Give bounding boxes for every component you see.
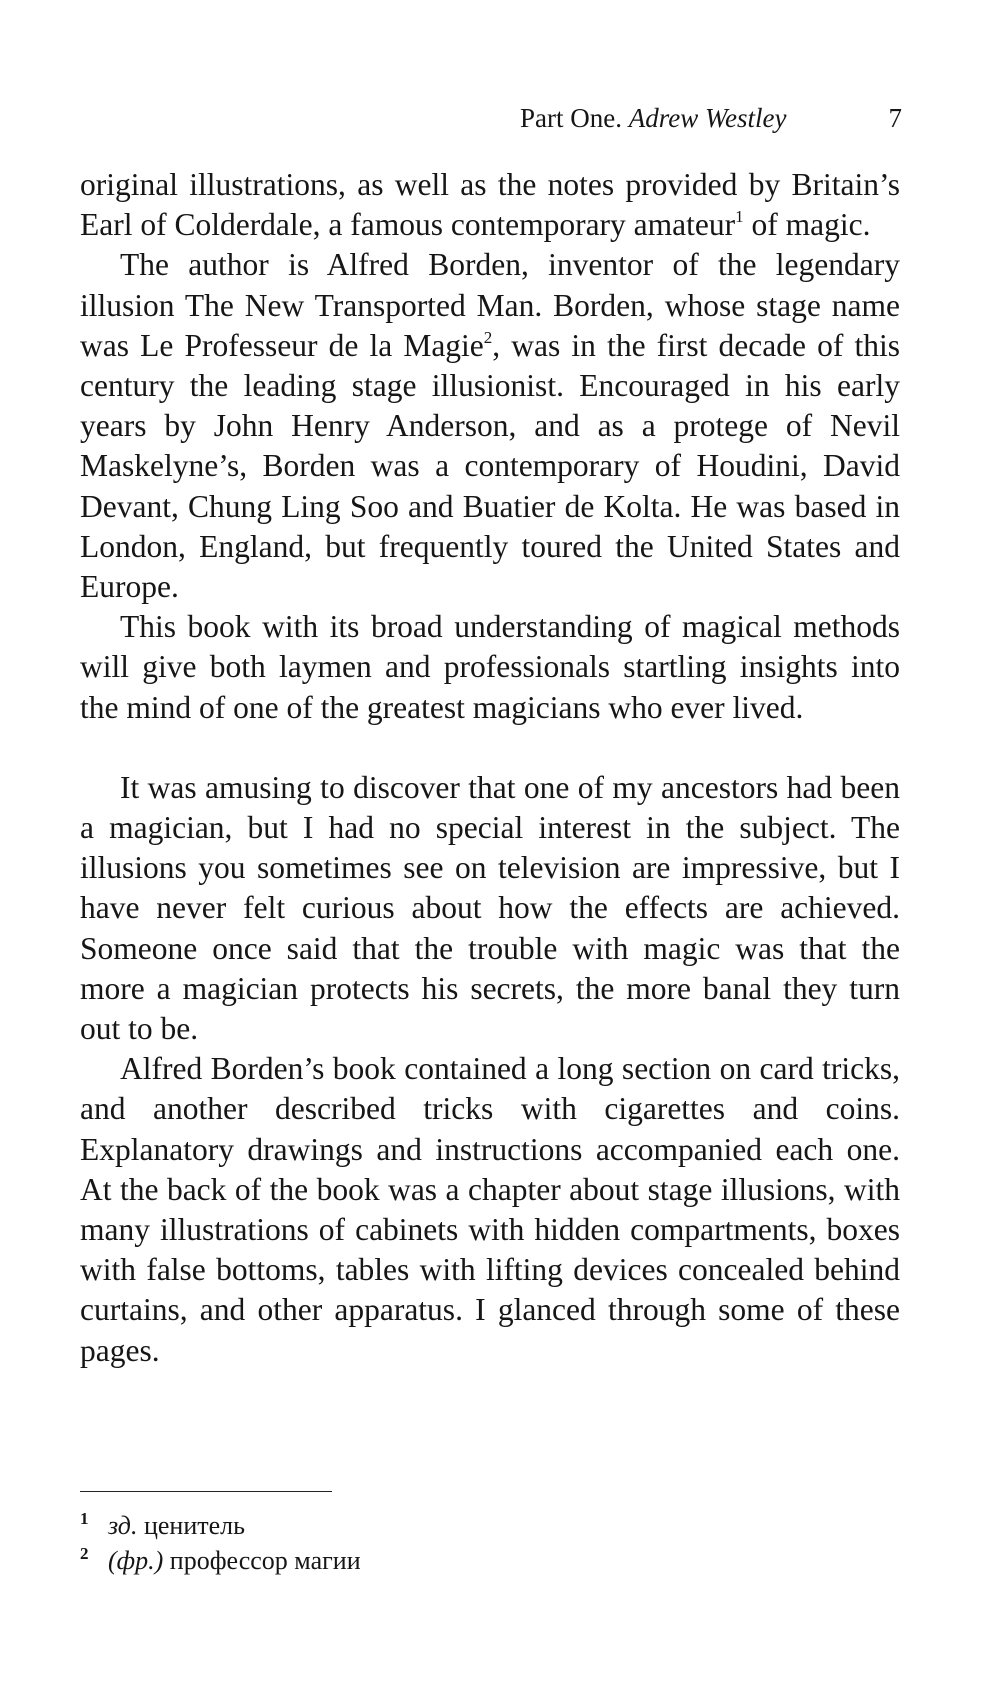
footnote-ref-1: 1: [735, 207, 744, 227]
paragraph-1-text-a: original illustrations, as well as the notes provided by Britain’s Earl of Colderdale, a famous contemporary amateur: [80, 167, 900, 243]
paragraph-2-text-b: , was in the first decade of this century the leading stage illusionist. Encouraged in his early years by John Henry Anderson, and as a protege of Nevil Maskelyne’s, Borden was a contemporary of Houdini, David Devant, Chung Ling Soo and Buatier de Kolta. He was based in London, England, but frequently toured the United States and Europe.: [80, 327, 901, 605]
footnote-1: [80, 1508, 680, 1543]
footnote-divider: [80, 1491, 332, 1492]
paragraph-2: [80, 245, 900, 607]
footnote-tag-2: (фр.): [108, 1546, 164, 1575]
footnote-ref-2: 2: [483, 327, 493, 347]
footnotes: [80, 1508, 680, 1578]
paragraph-3: This book with its broad understanding of magical methods will give both laymen and professionals startling insights into the mind of one of the greatest magicians who ever lived.: [80, 609, 900, 725]
part-label: Part One.: [520, 103, 622, 133]
page-number: 7: [888, 103, 902, 133]
paragraph-1: [80, 165, 900, 245]
footnote-body-2: профессор магии: [169, 1546, 361, 1575]
paragraph-2-text-a: The author is Alfred Borden, inventor of the legendary illusion The New Transported Man. Borden, whose stage name was Le Professeur de la Magie: [80, 247, 900, 363]
footnote-text-1: [108, 1508, 245, 1543]
footnote-body-1: ценитель: [143, 1511, 245, 1540]
chapter-title: Adrew Westley: [628, 103, 787, 133]
footnote-2: [80, 1543, 680, 1578]
running-header-part: [520, 98, 786, 138]
footnote-text-2: [108, 1543, 361, 1578]
paragraph-5: Alfred Borden’s book contained a long section on card tricks, and another described tricks with cigarettes and coins. Explanatory drawings and instructions accompanied each one. At the back of the book was a chapter about stage illusions, with many illustrations of cabinets with hidden compartments, boxes with false bottoms, tables with lifting devices concealed behind curtains, and other apparatus. I glanced through some of these pages.: [80, 1051, 900, 1368]
body-text: [80, 165, 900, 1371]
footnote-mark-1: 1: [80, 1509, 89, 1528]
running-header: [520, 98, 902, 138]
footnote-mark-2: 2: [80, 1544, 89, 1563]
footnote-tag-1: зд.: [108, 1511, 138, 1540]
paragraph-4: It was amusing to discover that one of my ancestors had been a magician, but I had no special interest in the subject. The illusions you sometimes see on television are impressive, but I have never felt curious about how the effects are achieved. Someone once said that the trouble with magic was that the more a magician protects his secrets, the more banal they turn out to be.: [80, 769, 900, 1047]
paragraph-1-text-b: of magic.: [743, 207, 871, 243]
section-break: [80, 728, 900, 768]
